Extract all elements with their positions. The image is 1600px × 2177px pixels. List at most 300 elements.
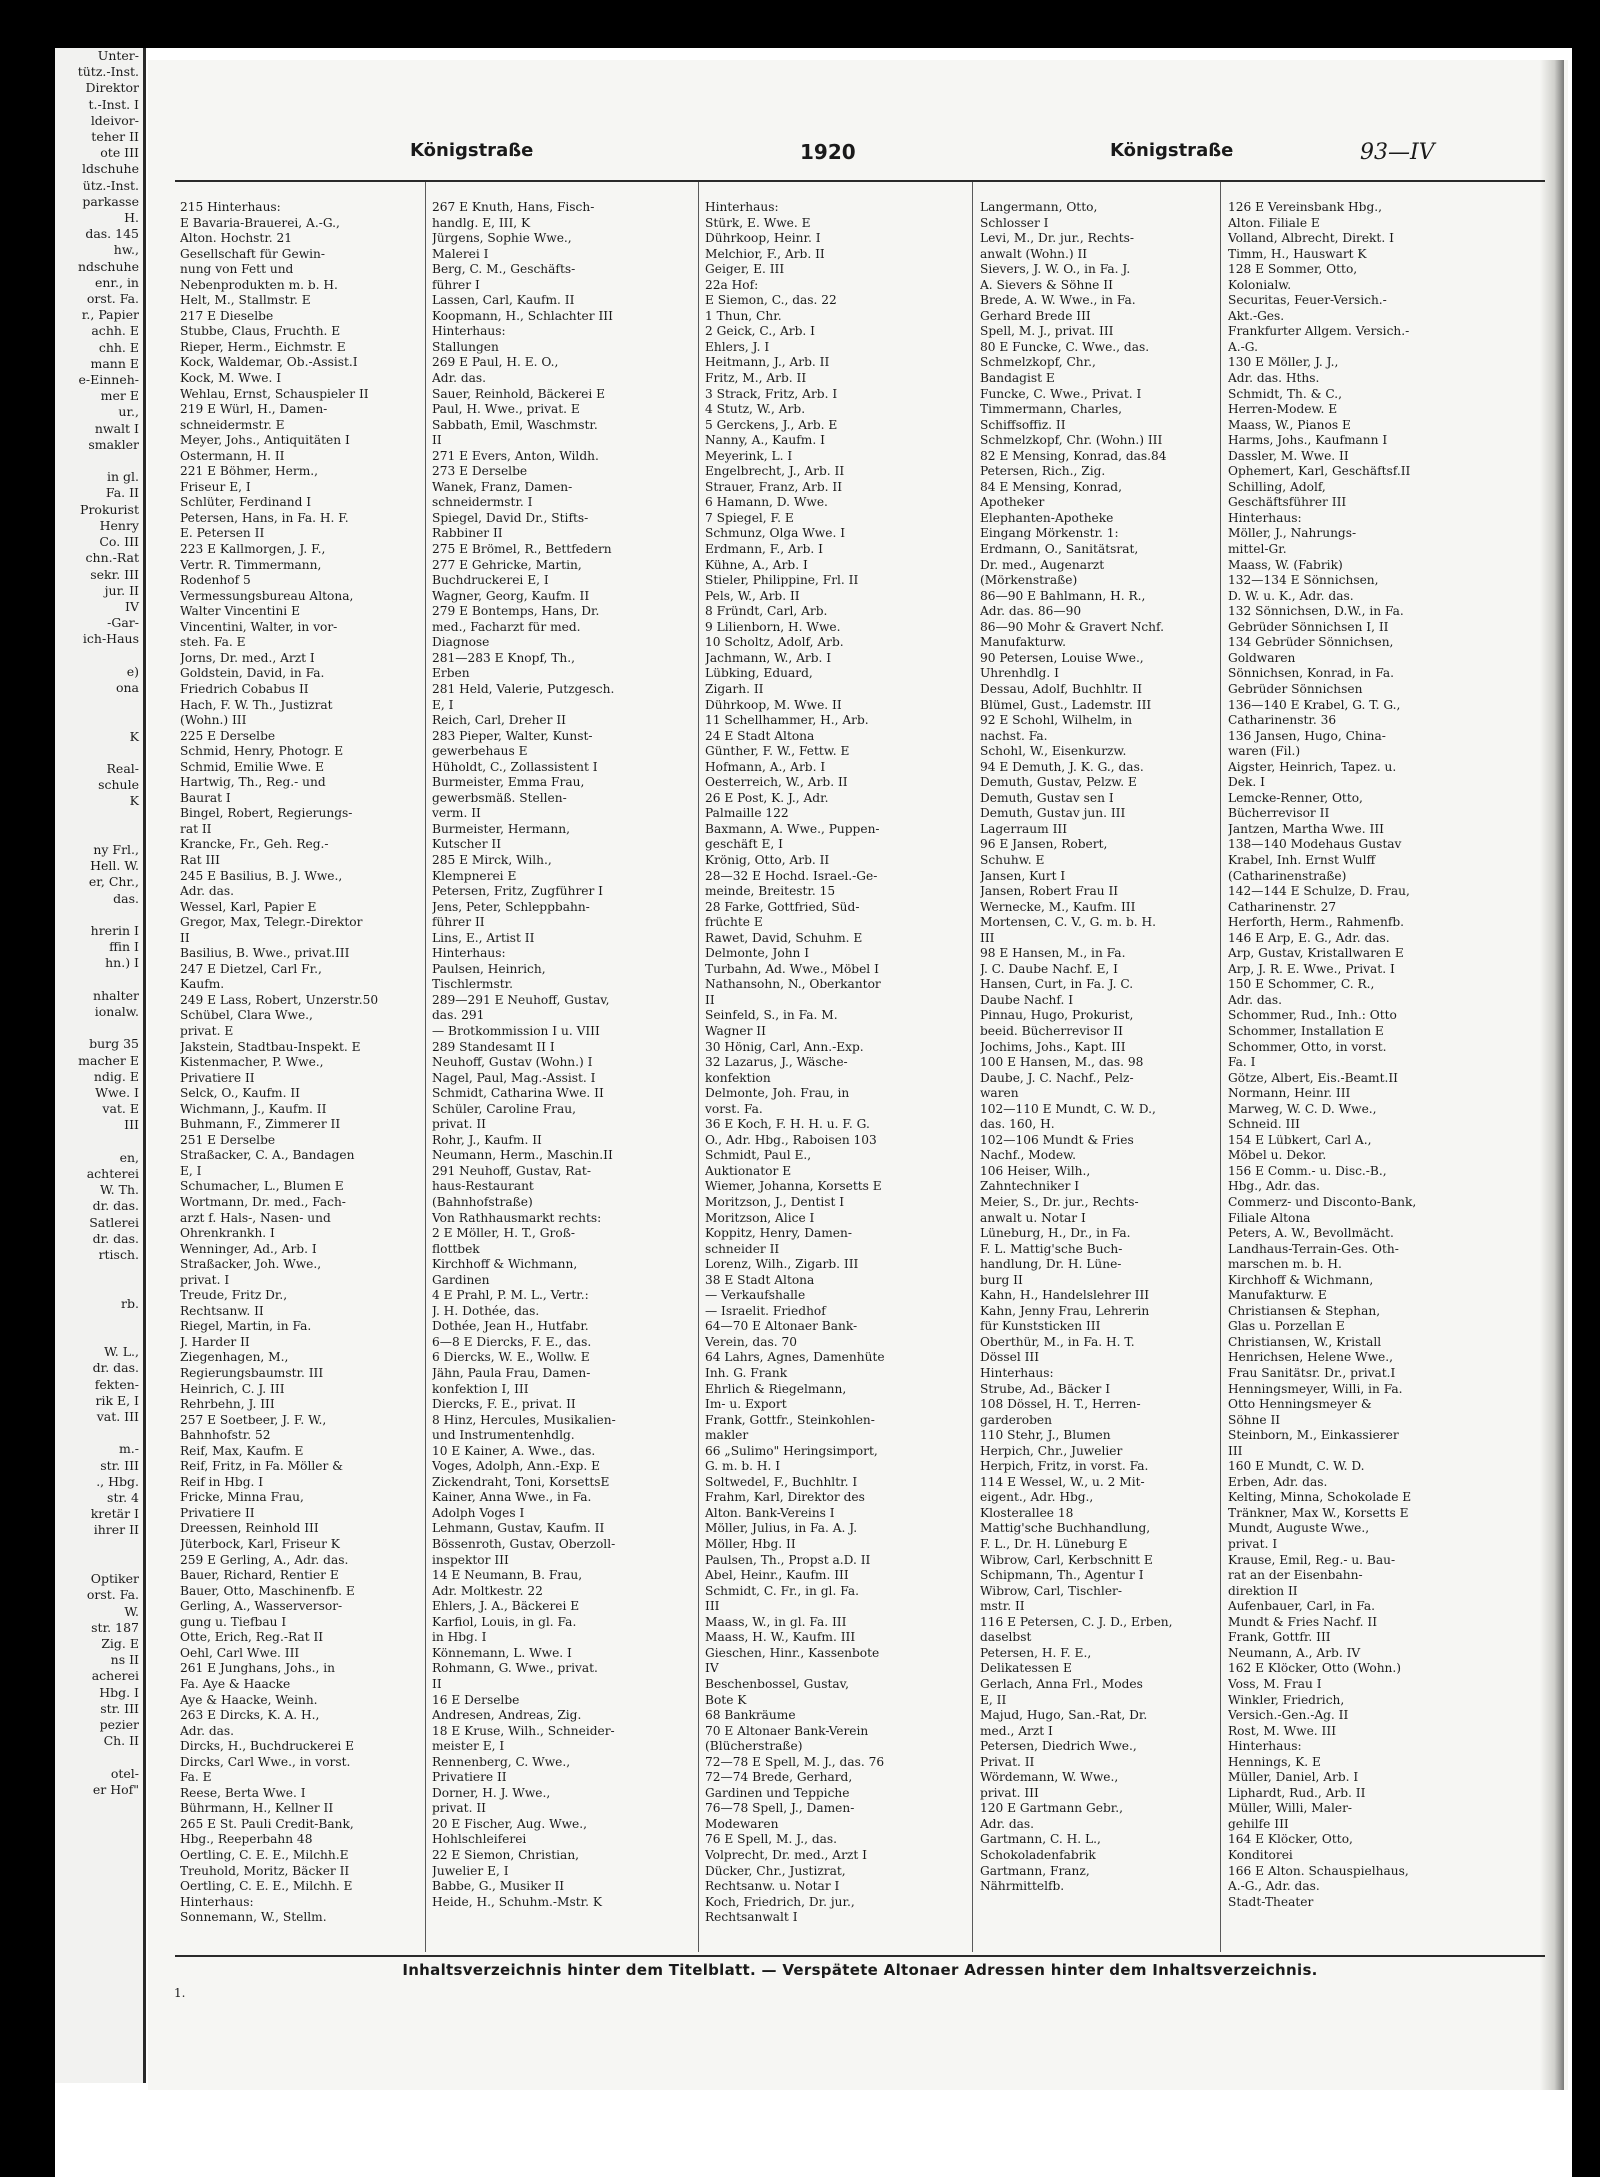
directory-entry-line: Nathansohn, N., Oberkantor [705,977,881,992]
footer-rule [175,1955,1545,1957]
previous-page-line [55,1425,143,1441]
directory-entry-line: Schmidt, C. Fr., in gl. Fa. [705,1583,859,1598]
previous-page-line: rik E, I [95,1392,139,1408]
directory-entry-line: Otto Henningsmeyer & [1228,1397,1372,1412]
previous-page-line: Satlerei [89,1214,139,1230]
previous-page-line [55,1134,143,1150]
directory-entry-line: konfektion [705,1070,771,1085]
directory-entry-line: Frankfurter Allgem. Versich.- [1228,324,1410,339]
directory-entry-line: Frank, Gottfr. III [1228,1630,1331,1645]
directory-entry-line: handlg. E, III, K [432,215,531,230]
header-rule [175,180,1545,182]
directory-entry-line: Schübel, Clara Wwe., [180,1008,313,1023]
directory-entry-line: Gregor, Max, Telegr.-Direktor [180,915,363,930]
directory-entry-line: 283 Pieper, Walter, Kunst- [432,728,593,743]
page-edge-shadow [1540,60,1564,2090]
directory-entry-line: Daube, J. C. Nachf., Pelz- [980,1070,1134,1085]
directory-entry-line: Alton. Filiale E [1228,215,1320,230]
directory-entry-line: mstr. II [980,1599,1025,1614]
directory-entry-line: Rennenberg, C. Wwe., [432,1754,571,1769]
directory-entry-line: Wehlau, Ernst, Schauspieler II [180,386,369,401]
directory-entry-line: Lüneburg, H., Dr., in Fa. [980,1226,1131,1241]
previous-page-line: hn.) I [105,955,139,971]
column-divider [972,182,973,1952]
directory-entry-line: Lassen, Carl, Kaufm. II [432,293,575,308]
directory-entry-line: Paulsen, Heinrich, [432,961,546,976]
directory-entry-line: Marweg, W. C. D. Wwe., [1228,1101,1377,1116]
directory-entry-line: Reif in Hbg. I [180,1474,264,1489]
directory-entry-line: Möller, Julius, in Fa. A. J. [705,1521,858,1536]
directory-entry-line: Wibrow, Carl, Kerbschnitt E [980,1552,1153,1567]
directory-entry-line: 281 Held, Valerie, Putzgesch. [432,681,615,696]
previous-page-line: ütz.-Inst. [82,177,139,193]
directory-entry-line: Petersen, Rich., Zig. [980,464,1106,479]
previous-page-line: enr., in [94,274,139,290]
directory-entry-line: Schommer, Otto, in vorst. [1228,1039,1387,1054]
directory-entry-line: Hbg., Reeperbahn 48 [180,1832,313,1847]
directory-entry-line: Neumann, A., Arb. IV [1228,1645,1361,1660]
previous-page-line: ote III [100,145,139,161]
directory-entry-line: Rost, M. Wwe. III [1228,1723,1337,1738]
directory-entry-line: arzt f. Hals-, Nasen- und [180,1210,331,1225]
previous-page-line: mann E [90,355,139,371]
previous-page-line: ona [115,679,139,695]
directory-entry-line: II [180,930,190,945]
directory-entry-line: Wenninger, Ad., Arb. I [180,1241,317,1256]
directory-entry-line: Glas u. Porzellan E [1228,1319,1345,1334]
previous-page-line: jur. II [104,582,139,598]
previous-page-line [55,810,143,826]
directory-entry-line: 251 E Derselbe [180,1132,276,1147]
directory-entry-line: (Mörkenstraße) [980,573,1078,588]
column-divider [1220,182,1221,1952]
directory-entry-line: Hinterhaus: [432,946,506,961]
directory-entry-line: Spiegel, David Dr., Stifts- [432,510,589,525]
previous-page-line: acherei [91,1668,139,1684]
previous-page-line: hw., [113,242,139,258]
directory-entry-line: Strauer, Franz, Arb. II [705,479,843,494]
directory-entry-line: daselbst [980,1630,1032,1645]
directory-entry-line: 6—8 E Diercks, F. E., das. [432,1334,592,1349]
previous-page-line: in gl. [107,469,139,485]
directory-entry-line: Schlosser I [980,215,1049,230]
directory-entry-line: 3 Strack, Fritz, Arb. I [705,386,838,401]
directory-entry-line: Landhaus-Terrain-Ges. Oth- [1228,1241,1399,1256]
directory-entry-line: Petersen, Diedrich Wwe., [980,1739,1137,1754]
directory-entry-line: Meyerink, L. I [705,448,793,463]
directory-entry-line: Nanny, A., Kaufm. I [705,433,825,448]
directory-entry-line: Schumacher, L., Blumen E [180,1179,344,1194]
directory-entry-line: 285 E Mirck, Wilh., [432,852,552,867]
directory-entry-line: Fa. E [180,1770,212,1785]
directory-entry-line: Reif, Fritz, in Fa. Möller & [180,1459,343,1474]
directory-entry-line: Schuhw. E [980,852,1045,867]
directory-entry-line: Bingel, Robert, Regierungs- [180,806,353,821]
directory-entry-line: Engelbrecht, J., Arb. II [705,464,845,479]
directory-entry-line: 150 E Schommer, C. R., [1228,977,1375,992]
directory-entry-line: Gartmann, Franz, [980,1863,1090,1878]
directory-entry-line: Sauer, Reinhold, Bäckerei E [432,386,606,401]
previous-page-line: chh. E [98,339,139,355]
directory-entry-line: Bauer, Richard, Rentier E [180,1568,339,1583]
directory-entry-line: Jüterbock, Karl, Friseur K [180,1537,340,1552]
directory-entry-line: 281—283 E Knopf, Th., [432,650,576,665]
directory-entry-line: Schüler, Caroline Frau, [432,1101,576,1116]
directory-entry-line: III [980,930,995,945]
directory-entry-line: A.-G. [1228,339,1258,354]
directory-entry-line: Liphardt, Rud., Arb. II [1228,1785,1366,1800]
directory-entry-line: — Israelit. Friedhof [705,1303,826,1318]
directory-entry-line: II [705,992,715,1007]
directory-entry-line: Regierungsbaumstr. III [180,1366,324,1381]
directory-entry-line: rat an der Eisenbahn- [1228,1568,1363,1583]
previous-page-line [55,1555,143,1571]
directory-entry-line: 9 Lilienborn, H. Wwe. [705,619,841,634]
previous-page-line [55,745,143,761]
directory-entry-line: Hofmann, A., Arb. I [705,759,826,774]
directory-entry-line: gehilfe III [1228,1816,1289,1831]
previous-page-line: dr. das. [92,1230,139,1246]
directory-entry-line: Schmidt, Th. & C., [1228,386,1343,401]
directory-entry-line: vorst. Fa. [705,1101,763,1116]
directory-entry-line: E Siemon, C., das. 22 [705,293,837,308]
directory-entry-line: Dührkoop, Heinr. I [705,231,821,246]
directory-entry-line: Soltwedel, F., Buchhltr. I [705,1474,858,1489]
directory-entry-line: J. C. Daube Nachf. E, I [980,961,1118,976]
previous-page-line: parkasse [82,193,139,209]
directory-entry-line: 128 E Sommer, Otto, [1228,262,1358,277]
directory-entry-line: Oberthür, M., in Fa. H. T. [980,1334,1135,1349]
directory-entry-line: Reese, Berta Wwe. I [180,1785,306,1800]
previous-page-line: vat. III [96,1409,139,1425]
directory-entry-line: Kistenmacher, P. Wwe., [180,1055,324,1070]
directory-entry-line: Privatiere II [180,1070,255,1085]
directory-entry-line: Jähn, Paula Frau, Damen- [432,1366,591,1381]
directory-entry-line: Maass, W., in gl. Fa. III [705,1614,847,1629]
directory-entry-line: 130 E Möller, J. J., [1228,355,1339,370]
directory-entry-line: Könnemann, L. Wwe. I [432,1645,572,1660]
directory-entry-line: Wördemann, W. Wwe., [980,1770,1119,1785]
directory-entry-line: konfektion I, III [432,1381,529,1396]
directory-entry-line: 5 Gerckens, J., Arb. E [705,417,838,432]
previous-page-line [55,1749,143,1765]
previous-page-line [55,826,143,842]
previous-page-line: das. 145 [85,226,139,242]
directory-entry-line: 277 E Gehricke, Martin, [432,557,582,572]
directory-entry-line: A.-G., Adr. das. [1228,1879,1320,1894]
directory-entry-line: 100 E Hansen, M., das. 98 [980,1055,1144,1070]
directory-entry-line: Timmermann, Charles, [980,402,1122,417]
directory-entry-line: Paulsen, Th., Propst a.D. II [705,1552,871,1567]
directory-entry-line: Langermann, Otto, [980,200,1098,214]
directory-entry-line: 162 E Klöcker, Otto (Wohn.) [1228,1661,1402,1676]
directory-entry-line: Lehmann, Gustav, Kaufm. II [432,1521,605,1536]
directory-entry-line: D. W. u. K., Adr. das. [1228,588,1354,603]
directory-entry-line: Sonnemann, W., Stellm. [180,1910,327,1925]
directory-entry-line: Straßacker, C. A., Bandagen [180,1148,355,1163]
directory-entry-line: 132—134 E Sönnichsen, [1228,573,1379,588]
previous-page-line: en, [119,1149,139,1165]
previous-page-line: ndig. E [93,1068,139,1084]
previous-page-line [55,907,143,923]
directory-entry-line: med., Facharzt für med. [432,619,581,634]
directory-entry-line: Gardinen und Teppiche [705,1785,850,1800]
previous-page-line: vat. E [102,1101,139,1117]
directory-entry-line: Dreessen, Reinhold III [180,1521,319,1536]
directory-entry-line: Diercks, F. E., privat. II [432,1397,576,1412]
directory-entry-line: 10 E Kainer, A. Wwe., das. [432,1443,596,1458]
directory-entry-line: Hohlschleiferei [432,1832,527,1847]
scan-border-top [55,0,1600,48]
directory-entry-line: Elephanten-Apotheke [980,510,1114,525]
previous-page-line: rtisch. [98,1247,139,1263]
directory-entry-line: Rechtsanw. u. Notar I [705,1879,840,1894]
directory-entry-line: geschäft E, I [705,837,783,852]
directory-entry-line: früchte E [705,915,763,930]
previous-page-line: str. 187 [91,1619,139,1635]
directory-entry-line: anwalt u. Notar I [980,1210,1086,1225]
directory-entry-line: Frau Sanitätsr. Dr., privat.I [1228,1366,1396,1381]
previous-page-line: macher E [78,1052,139,1068]
directory-entry-line: Friedrich Cobabus II [180,681,309,696]
directory-entry-line: 72—78 E Spell, M. J., das. 76 [705,1754,885,1769]
directory-entry-line: Ophemert, Karl, Geschäftsf.II [1228,464,1411,479]
previous-page-line: W. Th. [100,1182,139,1198]
directory-entry-line: nachst. Fa. [980,728,1048,743]
directory-entry-line: Privatiere II [180,1505,255,1520]
directory-entry-line: Versich.-Gen.-Ag. II [1228,1708,1349,1723]
directory-entry-line: Gerling, A., Wasserversor- [180,1599,343,1614]
directory-entry-line: 38 E Stadt Altona [705,1272,815,1287]
previous-page-line [55,1279,143,1295]
directory-entry-line: Bücherrevisor II [1228,806,1330,821]
directory-entry-line: Spell, M. J., privat. III [980,324,1114,339]
directory-entry-line: Voges, Adolph, Ann.-Exp. E [432,1459,600,1474]
directory-entry-line: E, II [980,1692,1007,1707]
directory-entry-line: Krancke, Fr., Geh. Reg.- [180,837,329,852]
directory-entry-line: Bandagist E [980,371,1055,386]
directory-entry-line: Alton. Hochstr. 21 [180,231,293,246]
directory-entry-line: (Bahnhofstraße) [432,1195,533,1209]
previous-page-line [55,696,143,712]
directory-entry-line: 16 E Derselbe [432,1692,520,1707]
directory-entry-line: 142—144 E Schulze, D. Frau, [1228,884,1410,899]
directory-entry-line: Demuth, Gustav jun. III [980,806,1126,821]
previous-page-line: hrerin I [90,922,139,938]
directory-entry-line: gewerbsmäß. Stellen- [432,790,567,805]
directory-entry-line: meister E, I [432,1739,505,1754]
directory-entry-line: Wortmann, Dr. med., Fach- [180,1195,346,1209]
directory-entry-line: Gerlach, Anna Frl., Modes [980,1676,1143,1691]
directory-entry-line: Lemcke-Renner, Otto, [1228,790,1363,805]
directory-entry-line: Delikatessen E [980,1661,1072,1676]
directory-entry-line: Rechtsanw. II [180,1303,264,1318]
directory-entry-line: Sievers, J. W. O., in Fa. J. [980,262,1131,277]
directory-entry-line: Rawet, David, Schuhm. E [705,930,863,945]
previous-page-line: t.-Inst. I [88,96,139,112]
previous-page-line: Ch. II [103,1733,139,1749]
directory-entry-line: 8 Hinz, Hercules, Musikalien- [432,1412,616,1427]
directory-entry-line: Möller, Hbg. II [705,1537,796,1552]
directory-entry-line: 225 E Derselbe [180,728,276,743]
directory-entry-line: Beschenbossel, Gustav, [705,1676,849,1691]
directory-entry-line: schneidermstr. E [180,417,285,432]
previous-page-line: ur., [118,404,139,420]
directory-entry-line: Schommer, Installation E [1228,1023,1384,1038]
directory-entry-line: 114 E Wessel, W., u. 2 Mit- [980,1474,1145,1489]
previous-page-line: Fa. II [105,485,139,501]
directory-entry-line: 154 E Lübkert, Carl A., [1228,1132,1372,1147]
directory-entry-line: gung u. Tiefbau I [180,1614,287,1629]
directory-entry-line: Harms, Johs., Kaufmann I [1228,433,1388,448]
directory-entry-line: Gartmann, C. H. L., [980,1832,1101,1847]
previous-page-line: ich-Haus [82,631,139,647]
directory-entry-line: Hartwig, Th., Reg.- und [180,775,326,790]
directory-entry-line: Levi, M., Dr. jur., Rechts- [980,231,1135,246]
directory-entry-line: Von Rathhausmarkt rechts: [432,1210,602,1225]
previous-page-line: r., Papier [81,307,139,323]
directory-entry-line: Jochims, Johs., Kapt. III [980,1039,1126,1054]
directory-entry-line: Rehrbehn, J. III [180,1397,275,1412]
directory-entry-line: Hinterhaus: [180,1894,254,1909]
previous-page-line: ionalw. [94,1003,139,1019]
directory-entry-line: Henrichsen, Helene Wwe., [1228,1350,1393,1365]
directory-entry-line: 64—70 E Altonaer Bank- [705,1319,858,1334]
directory-entry-line: Dössel III [980,1350,1040,1365]
previous-page-line: Zig. E [101,1635,139,1651]
directory-entry-line: Moritzson, Alice I [705,1210,815,1225]
directory-entry-line: 4 Stutz, W., Arb. [705,402,806,417]
directory-entry-line: Adolph Voges I [432,1505,525,1520]
directory-entry-line: Normann, Heinr. III [1228,1086,1351,1101]
directory-entry-line: E Bavaria-Brauerei, A.-G., [180,215,340,230]
previous-page-line: H. [124,210,139,226]
directory-entry-line: Schiffsoffiz. II [980,417,1066,432]
directory-entry-line: Hinterhaus: [705,200,779,214]
directory-entry-line: Palmaille 122 [705,806,789,821]
directory-entry-line: 267 E Knuth, Hans, Fisch- [432,200,595,214]
directory-entry-line: Kaufm. [180,977,225,992]
directory-entry-line: Mortensen, C. V., G. m. b. H. [980,915,1157,930]
directory-entry-line: Rohmann, G. Wwe., privat. [432,1661,598,1676]
directory-column-3 [705,200,941,1945]
directory-entry-line: 22a Hof: [705,277,759,292]
previous-page-line: K [129,728,139,744]
directory-entry-line: 164 E Klöcker, Otto, [1228,1832,1353,1847]
directory-entry-line: 6 Hamann, D. Wwe. [705,495,828,510]
directory-entry-line: privat. E [180,1023,234,1038]
previous-page-line: chn.-Rat [85,550,139,566]
previous-page-line: ihrer II [93,1522,139,1538]
directory-entry-line: Wagner, Georg, Kaufm. II [432,588,590,603]
directory-entry-line: III [1228,1443,1243,1458]
directory-entry-line: handlung, Dr. H. Lüne- [980,1257,1122,1272]
directory-entry-line: 289 Standesamt II I [432,1039,555,1054]
previous-page-line: Henry [99,517,139,533]
directory-entry-line: 102—110 E Mundt, C. W. D., [980,1101,1156,1116]
directory-entry-line: Heide, H., Schuhm.-Mstr. K [432,1894,602,1909]
directory-entry-line: Pinnau, Hugo, Prokurist, [980,1008,1134,1023]
directory-entry-line: 86—90 E Bahlmann, H. R., [980,588,1146,603]
directory-entry-line: Stürk, E. Wwe. E [705,215,811,230]
directory-entry-line: Hinterhaus: [1228,1739,1302,1754]
directory-entry-line: rat II [180,821,212,836]
directory-entry-line: 84 E Mensing, Konrad, [980,479,1122,494]
directory-entry-line: Dorner, H. J. Wwe., [432,1785,551,1800]
directory-entry-line: (Wohn.) III [180,713,247,728]
directory-entry-line: Adr. das. [180,884,235,899]
directory-entry-line: 22 E Siemon, Christian, [432,1847,580,1862]
directory-entry-line: Frahm, Karl, Direktor des [705,1490,865,1505]
directory-entry-line: Delmonte, John I [705,946,810,961]
directory-entry-line: Koopmann, H., Schlachter III [432,308,613,323]
directory-entry-line: Lübking, Eduard, [705,666,813,681]
directory-entry-line: Schmid, Henry, Photogr. E [180,744,344,759]
directory-entry-line: 126 E Vereinsbank Hbg., [1228,200,1382,214]
directory-entry-line: Jorns, Dr. med., Arzt I [180,650,315,665]
header-street-left: Königstraße [410,140,534,161]
previous-page-line: nhalter [93,987,139,1003]
directory-entry-line: 271 E Evers, Anton, Wildh. [432,448,599,463]
directory-entry-line: Privatiere II [432,1770,507,1785]
directory-entry-line: Selck, O., Kaufm. II [180,1086,300,1101]
directory-entry-line: Diagnose [432,635,490,650]
directory-entry-line: Abel, Heinr., Kaufm. III [705,1568,849,1583]
directory-entry-line: Nebenprodukten m. b. H. [180,277,338,292]
directory-entry-line: 134 Gebrüder Sönnichsen, [1228,635,1394,650]
directory-entry-line: Dessau, Adolf, Buchhltr. II [980,681,1143,696]
previous-page-line: m.- [118,1441,139,1457]
directory-entry-line: Vincentini, Walter, in vor- [180,619,338,634]
directory-entry-line: Schohl, W., Eisenkurzw. [980,744,1127,759]
directory-entry-line: II [432,433,442,448]
previous-page-line: ffin I [109,939,139,955]
directory-entry-line: Winkler, Friedrich, [1228,1692,1345,1707]
directory-entry-line: 66 „Sulimo" Heringsimport, [705,1443,878,1458]
directory-entry-line: Petersen, Hans, in Fa. H. F. [180,510,349,525]
directory-entry-line: 261 E Junghans, Johs., in [180,1661,335,1676]
directory-entry-line: Hbg., Adr. das. [1228,1179,1320,1194]
directory-entry-line: Hinterhaus: [432,324,506,339]
directory-entry-line: Catharinenstr. 36 [1228,713,1337,728]
directory-entry-line: Frank, Gottfr., Steinkohlen- [705,1412,875,1427]
directory-entry-line: Lins, E., Artist II [432,930,535,945]
directory-entry-line: Arp, J. R. E. Wwe., Privat. I [1228,961,1395,976]
directory-entry-line: Riegel, Martin, in Fa. [180,1319,312,1334]
directory-entry-line: 102—106 Mundt & Fries [980,1132,1134,1147]
directory-entry-line: Schmelzkopf, Chr., [980,355,1096,370]
directory-entry-line: Ziegenhagen, M., [180,1350,289,1365]
directory-entry-line: 138—140 Modehaus Gustav [1228,837,1402,852]
previous-page-line: rb. [121,1295,139,1311]
directory-entry-line: Rechtsanwalt I [705,1910,798,1925]
previous-page-line: das. [113,890,139,906]
directory-entry-line: Strube, Ad., Bäcker I [980,1381,1111,1396]
directory-entry-line: meinde, Breitestr. 15 [705,884,836,899]
directory-entry-line: Peters, A. W., Bevollmächt. [1228,1226,1394,1241]
directory-entry-line: Ohrenkrankh. I [180,1226,275,1241]
directory-entry-line: Oertling, C. E. E., Milchh. E [180,1879,353,1894]
directory-entry-line: Heitmann, J., Arb. II [705,355,830,370]
previous-page-line: orst. Fa. [86,1587,139,1603]
directory-entry-line: Aye & Haacke, Weinh. [180,1692,318,1707]
directory-entry-line: privat. II [432,1801,486,1816]
directory-entry-line: Rat III [180,852,220,867]
directory-entry-line: Maass, W., Pianos E [1228,417,1351,432]
directory-entry-line: Christiansen & Stephan, [1228,1303,1381,1318]
directory-entry-line: Vertr. R. Timmermann, [180,557,322,572]
directory-entry-line: Volprecht, Dr. med., Arzt I [705,1847,867,1862]
